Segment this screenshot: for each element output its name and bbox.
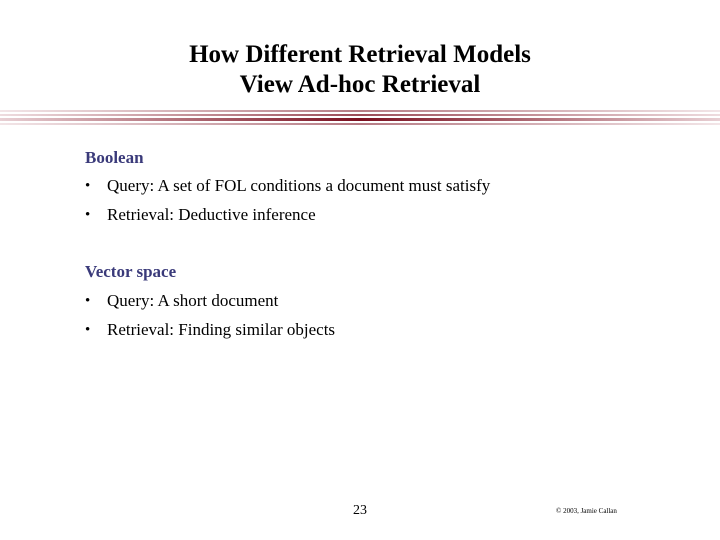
bullet-dot: • bbox=[85, 293, 91, 309]
bullet-dot: • bbox=[85, 207, 91, 223]
bullet-dot: • bbox=[85, 322, 91, 338]
copyright-notice: © 2003, Jamie Callan bbox=[556, 507, 617, 515]
bullet-item bbox=[85, 205, 316, 225]
slide-title-line-2: View Ad-hoc Retrieval bbox=[239, 71, 481, 98]
bullet-text: Query: A short document bbox=[107, 291, 279, 310]
page-number: 23 bbox=[353, 503, 367, 518]
bullet-item bbox=[85, 320, 335, 340]
bullet-text: Retrieval: Finding similar objects bbox=[107, 320, 336, 339]
section-heading-boolean: Boolean bbox=[85, 148, 144, 167]
slide-title-line-1: How Different Retrieval Models bbox=[189, 41, 531, 68]
title-divider bbox=[0, 110, 720, 126]
bullet-dot: • bbox=[85, 178, 91, 194]
bullet-text: Retrieval: Deductive inference bbox=[107, 205, 316, 224]
slide-title bbox=[0, 40, 720, 100]
bullet-item bbox=[85, 291, 278, 311]
bullet-text: Query: A set of FOL conditions a document must satisfy bbox=[107, 176, 491, 195]
section-heading-vector-space: Vector space bbox=[85, 262, 177, 281]
bullet-item bbox=[85, 176, 490, 196]
